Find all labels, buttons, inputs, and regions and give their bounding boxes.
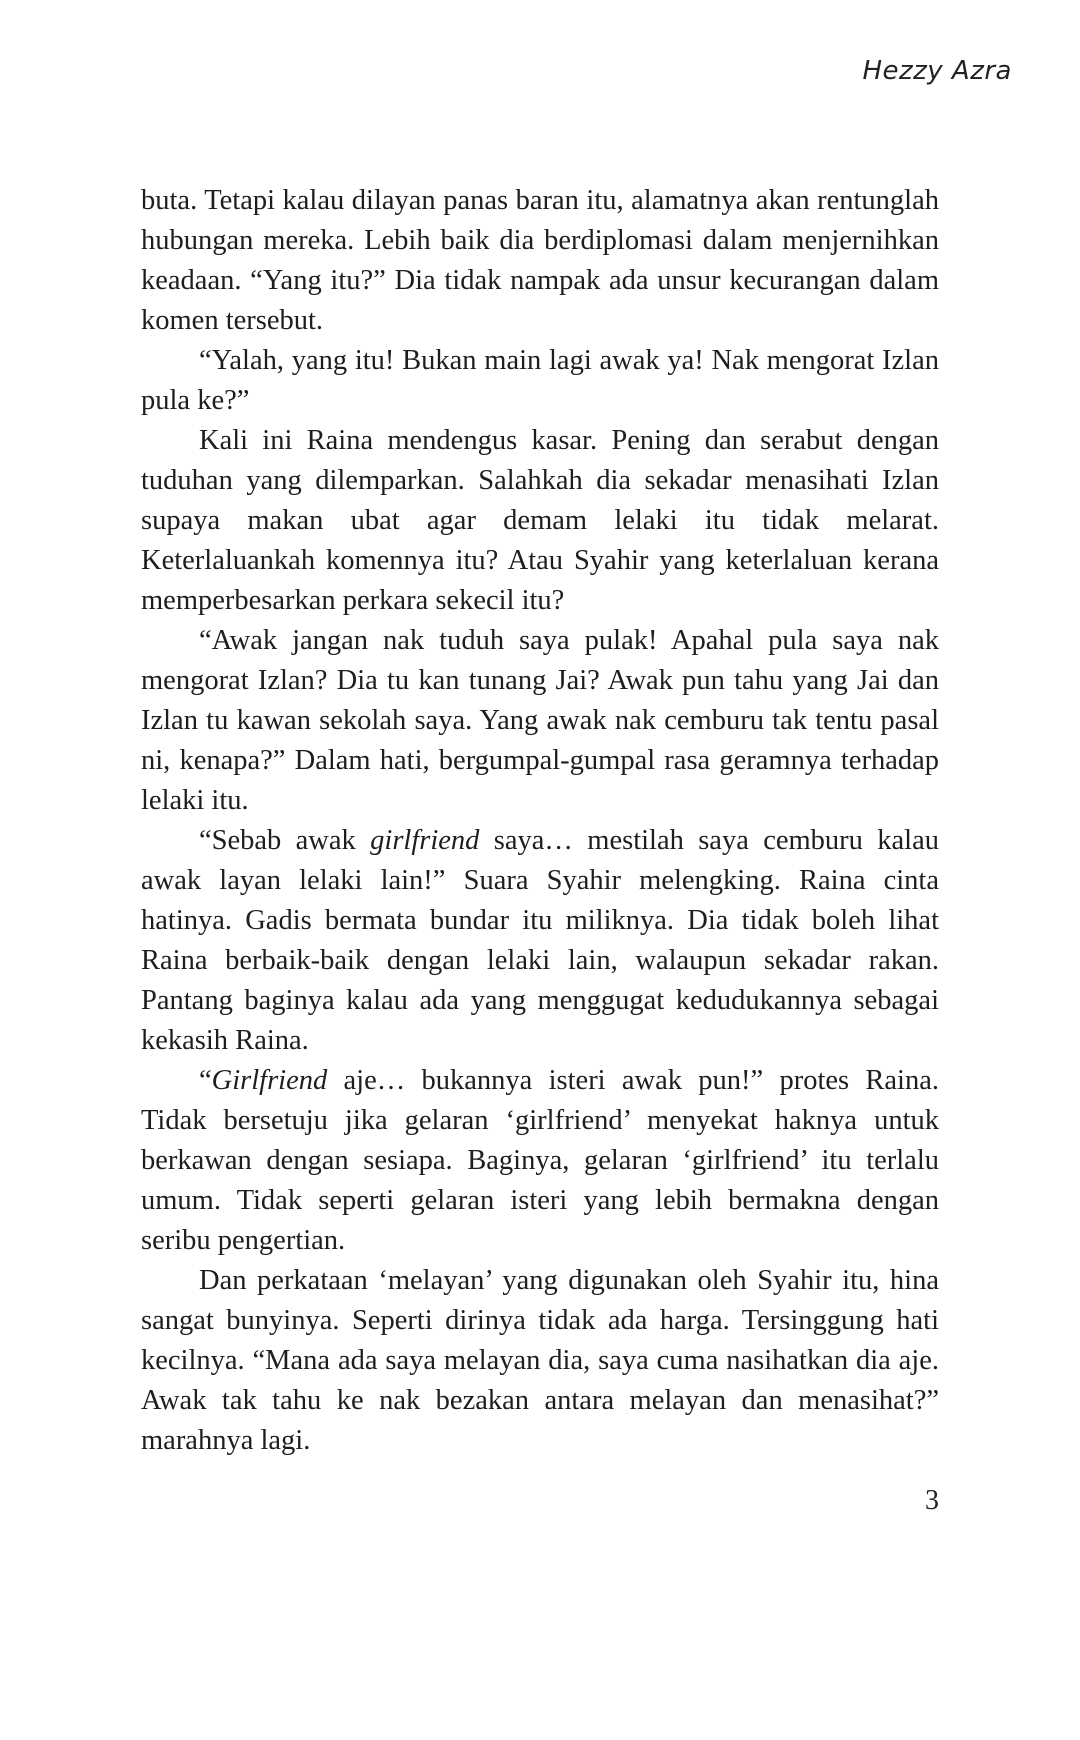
paragraph-text: Kali ini Raina mendengus kasar. Pening dan serabut dengan tuduhan yang dilemparkan. Salahkah dia sekadar menasihati Izlan supaya makan ubat agar demam lelaki itu tidak melarat. Keterlaluankah komennya itu? Atau Syahir yang keterlaluan kerana memperbesarkan perkara sekecil itu? [141, 425, 939, 616]
italic-word: girlfriend [370, 825, 480, 856]
paragraph [141, 1261, 939, 1461]
paragraph-text: buta. Tetapi kalau dilayan panas baran itu, alamatnya akan rentunglah hubungan mereka. Lebih baik dia berdiplomasi dalam menjernihkan keadaan. “Yang itu?” Dia tidak nampak ada unsur kecurangan dalam komen tersebut. [141, 185, 939, 336]
paragraph-text: “Yalah, yang itu! Bukan main lagi awak ya! Nak mengorat Izlan pula ke?” [141, 345, 939, 416]
paragraph-text: Dan perkataan ‘melayan’ yang digunakan oleh Syahir itu, hina sangat bunyinya. Seperti dirinya tidak ada harga. Tersinggung hati kecilnya. “Mana ada saya melayan dia, saya cuma nasihatkan dia aje. Awak tak tahu ke nak bezakan antara melayan dan menasihat?” marahnya lagi. [141, 1265, 939, 1456]
paragraph [141, 821, 939, 1061]
paragraph [141, 1061, 939, 1261]
paragraph-text: “Sebab awak [199, 825, 371, 856]
paragraph-text: “ [199, 1065, 212, 1096]
paragraph [141, 421, 939, 621]
paragraph-text: “Awak jangan nak tuduh saya pulak! Apahal pula saya nak mengorat Izlan? Dia tu kan tunang Jai? Awak pun tahu yang Jai dan Izlan tu kawan sekolah saya. Yang awak nak cemburu tak tentu pasal ni, kenapa?” Dalam hati, bergumpal-gumpal rasa geramnya terhadap lelaki itu. [141, 625, 939, 816]
paragraph-text: saya… mestilah saya cemburu kalau awak layan lelaki lain!” Suara Syahir melengking. Raina cinta hatinya. Gadis bermata bundar itu miliknya. Dia tidak boleh lihat Raina berbaik-baik dengan lelaki lain, walaupun sekadar rakan. Pantang baginya kalau ada yang menggugat kedudukannya sebagai kekasih Raina. [141, 825, 939, 1056]
italic-word: Girlfriend [211, 1065, 328, 1096]
body-text [141, 181, 939, 1461]
running-head-author: Hezzy Azra [862, 56, 1012, 86]
paragraph [141, 621, 939, 821]
paragraph-text: aje… bukannya isteri awak pun!” protes Raina. Tidak bersetuju jika gelaran ‘girlfriend’ menyekat haknya untuk berkawan dengan sesiapa. Baginya, gelaran ‘girlfriend’ itu terlalu umum. Tidak seperti gelaran isteri yang lebih bermakna dengan seribu pengertian. [141, 1065, 939, 1256]
page-number: 3 [925, 1485, 939, 1516]
paragraph [141, 181, 939, 341]
paragraph [141, 341, 939, 421]
